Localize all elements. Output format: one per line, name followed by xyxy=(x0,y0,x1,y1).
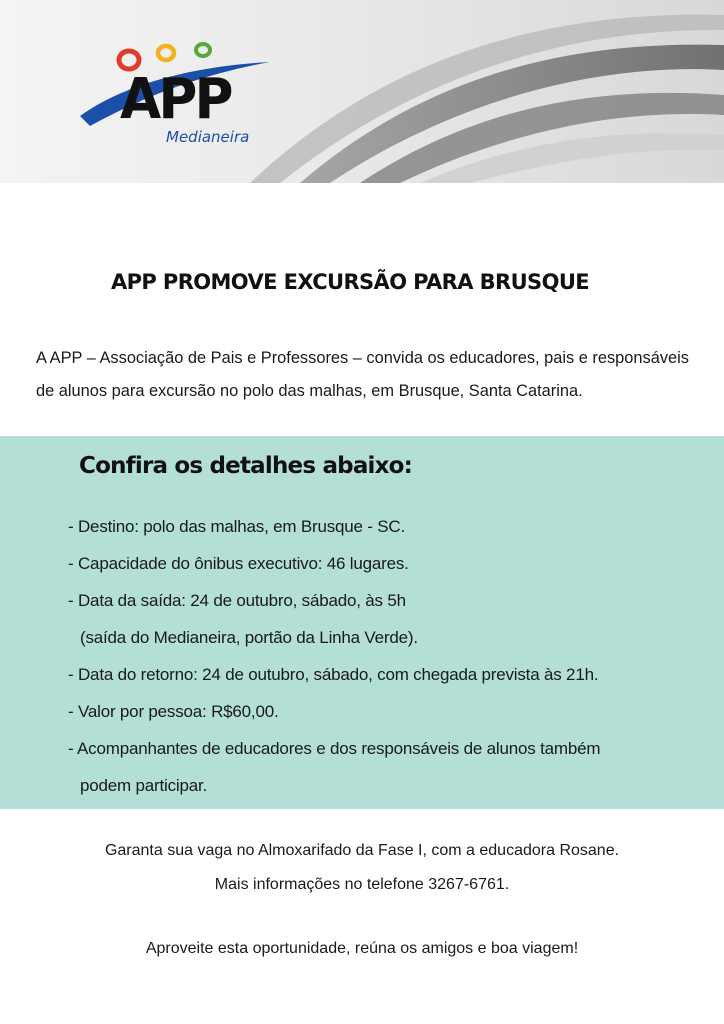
detail-item-continuation: (saída do Medianeira, portão da Linha Verde). xyxy=(80,628,418,647)
footer-contact: Mais informações no telefone 3267-6761. xyxy=(214,876,510,893)
intro-paragraph xyxy=(36,342,696,408)
details-list xyxy=(68,508,708,804)
detail-item: - Valor por pessoa: R$60,00. xyxy=(68,702,279,721)
detail-item: - Data da saída: 24 de outubro, sábado, às 5h xyxy=(68,591,406,610)
page-title: APP PROMOVE EXCURSÃO PARA BRUSQUE xyxy=(110,270,590,294)
intro-line-2: de alunos para excursão no polo das malhas, em Brusque, Santa Catarina. xyxy=(36,382,583,400)
detail-item: - Capacidade do ônibus executivo: 46 lugares. xyxy=(68,554,409,573)
detail-item-continuation: podem participar. xyxy=(80,776,208,795)
detail-item: - Acompanhantes de educadores e dos responsáveis de alunos também xyxy=(68,739,601,758)
logo-wordmark: APP xyxy=(120,67,231,132)
detail-item: - Destino: polo das malhas, em Brusque - SC. xyxy=(68,517,406,536)
detail-item: - Data do retorno: 24 de outubro, sábado, com chegada prevista às 21h. xyxy=(68,665,599,684)
details-heading: Confira os detalhes abaixo: xyxy=(79,453,413,479)
details-panel xyxy=(0,436,724,809)
footer-closing: Aproveite esta oportunidade, reúna os amigos e boa viagem! xyxy=(145,940,579,957)
header-banner xyxy=(0,0,724,183)
intro-line-1: A APP – Associação de Pais e Professores – convida os educadores, pais e responsáveis xyxy=(36,349,689,367)
logo-subtitle: Medianeira xyxy=(166,128,250,146)
footer-registration: Garanta sua vaga no Almoxarifado da Fase I, com a educadora Rosane. xyxy=(104,842,620,859)
